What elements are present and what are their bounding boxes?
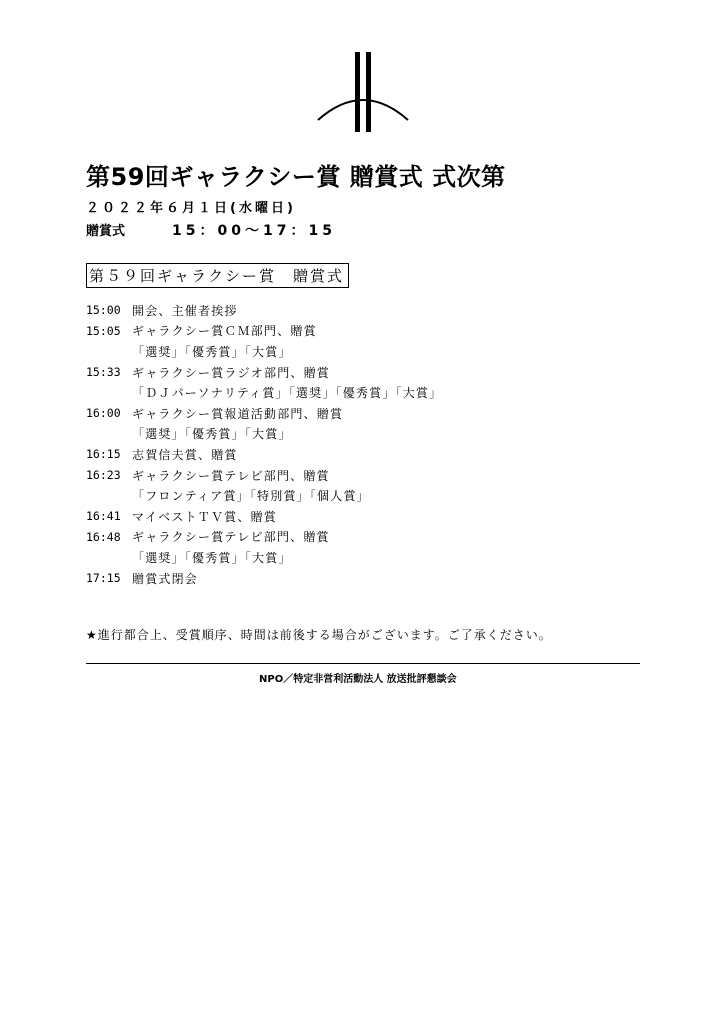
- schedule-item: 贈賞式閉会: [132, 571, 199, 586]
- organization-name: NPO／特定非営利活動法人 放送批評懇談会: [259, 674, 457, 685]
- ceremony-time: 15：00～17：15: [172, 223, 336, 239]
- galaxy-award-logo-icon: [316, 52, 412, 134]
- schedule-row: [86, 403, 646, 424]
- schedule-list: [86, 300, 646, 588]
- schedule-item: 「選奨」「優秀賞」「大賞」: [132, 344, 292, 359]
- schedule-row: [86, 444, 646, 465]
- schedule-item: 「選奨」「優秀賞」「大賞」: [132, 427, 292, 442]
- schedule-row: [86, 300, 646, 321]
- divider: [86, 663, 640, 664]
- schedule-row: [86, 424, 646, 445]
- schedule-row: [86, 506, 646, 527]
- schedule-time: 15:33: [86, 365, 121, 380]
- schedule-time: 15:00: [86, 303, 121, 318]
- schedule-item: 「フロンティア賞」「特別賞」「個人賞」: [132, 489, 370, 504]
- schedule-time: 16:00: [86, 406, 121, 421]
- schedule-item: マイベストＴＶ賞、贈賞: [132, 509, 277, 524]
- schedule-item: ギャラクシー賞テレビ部門、贈賞: [132, 530, 330, 545]
- schedule-time: 16:41: [86, 509, 121, 524]
- schedule-item: ギャラクシー賞テレビ部門、贈賞: [132, 468, 330, 483]
- schedule-row: [86, 362, 646, 383]
- schedule-item: ギャラクシー賞ＣＭ部門、贈賞: [132, 324, 317, 339]
- document-title: 第59回ギャラクシー賞 贈賞式 式次第: [86, 163, 506, 191]
- schedule-time: 16:48: [86, 529, 121, 544]
- ceremony-label: 贈賞式: [86, 224, 126, 239]
- schedule-item: 「ＤＪパーソナリティ賞」「選奨」「優秀賞」「大賞」: [132, 386, 443, 401]
- schedule-item: 開会、主催者挨拶: [132, 303, 238, 318]
- schedule-item: ギャラクシー賞ラジオ部門、贈賞: [132, 365, 331, 380]
- section-heading: 第５９回ギャラクシー賞 贈賞式: [86, 263, 349, 288]
- schedule-time: 16:15: [86, 447, 121, 462]
- schedule-row: [86, 568, 646, 589]
- schedule-time: 16:23: [86, 468, 121, 483]
- schedule-row: [86, 382, 646, 403]
- schedule-item: 「選奨」「優秀賞」「大賞」: [132, 550, 292, 565]
- schedule-item: 志賀信夫賞、贈賞: [132, 447, 238, 462]
- ceremony-time-line: [86, 220, 336, 239]
- schedule-row: [86, 321, 646, 342]
- schedule-time: 15:05: [86, 323, 121, 338]
- schedule-time: 17:15: [86, 571, 121, 586]
- schedule-row: [86, 485, 646, 506]
- schedule-row: [86, 547, 646, 568]
- schedule-note: ★進行都合上、受賞順序、時間は前後する場合がございます。ご了承ください。: [86, 628, 552, 642]
- schedule-row: [86, 527, 646, 548]
- schedule-item: ギャラクシー賞報道活動部門、贈賞: [132, 406, 344, 421]
- schedule-row: [86, 341, 646, 362]
- event-date: ２０２２年６月１日(水曜日): [86, 201, 296, 216]
- schedule-row: [86, 465, 646, 486]
